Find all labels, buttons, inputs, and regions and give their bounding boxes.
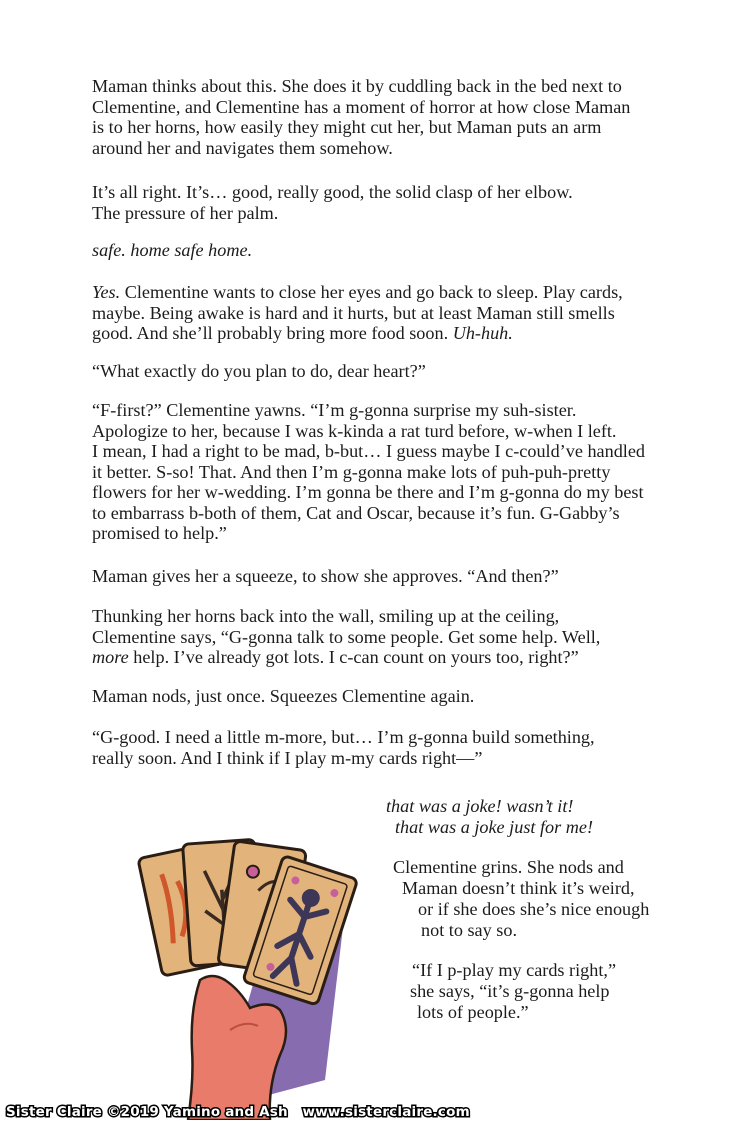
paragraph-7: Maman gives her a squeeze, to show she approves. “And then?” — [92, 566, 559, 586]
right-line-3: Clementine grins. She nods and — [393, 857, 624, 877]
yes-word: Yes. — [92, 282, 121, 302]
paragraph-4-text: Clementine wants to close her eyes and go back to sleep. Play cards, maybe. Being awake is hard and it hurts, but at least Maman still smells good. And she’ll probably bring more food soon. — [92, 282, 623, 343]
paragraph-8-text-a: Thunking her horns back into the wall, smiling up at the ceiling, Clementine says, “G-gonna talk to some people. Get some help. Well, — [92, 606, 601, 647]
paragraph-4 — [92, 282, 712, 344]
paragraph-8-text-b: help. I’ve already got lots. I c-can count on yours too, right?” — [128, 647, 579, 667]
paragraph-9: Maman nods, just once. Squeezes Clementine again. — [92, 686, 475, 706]
paragraph-10: “G-good. I need a little m-more, but… I’m g-gonna build something, really soon. And I think if I play m-my cards right—” — [92, 727, 595, 768]
right-line-6: not to say so. — [421, 920, 517, 940]
paragraph-3: safe. home safe home. — [92, 240, 253, 260]
more-word: more — [92, 647, 129, 667]
credit-text: Sister Claire ©2019 Yamino and Ash — [6, 1104, 288, 1120]
right-line-1: that was a joke! wasn’t it! — [386, 796, 574, 816]
right-line-9: lots of people.” — [417, 1002, 529, 1022]
right-line-2: that was a joke just for me! — [395, 817, 594, 837]
right-line-7: “If I p-play my cards right,” — [412, 960, 617, 980]
paragraph-2: It’s all right. It’s… good, really good, the solid clasp of her elbow. The pressure of her palm. — [92, 182, 573, 223]
hand-holding-cards-illustration — [130, 830, 370, 1120]
right-line-5: or if she does she’s nice enough — [418, 899, 650, 919]
paragraph-1: Maman thinks about this. She does it by cuddling back in the bed next to Clementine, and Clementine has a moment of horror at how close Maman is to her horns, how easily they might cut her, but Maman puts an arm around her and navigates them somehow. — [92, 76, 631, 158]
paragraph-8 — [92, 606, 712, 668]
site-url-link[interactable]: www.sisterclaire.com — [302, 1104, 470, 1120]
right-line-8: she says, “it’s g-gonna help — [410, 981, 610, 1001]
paragraph-6: “F-first?” Clementine yawns. “I’m g-gonna surprise my suh-sister. Apologize to her, because I was k-kinda a rat turd before, w-when I left. I mean, I had a right to be mad, b-but… I guess maybe I c-could’ve handled it better. S-so! That. And then I’m g-gonna make lots of puh-puh-pretty flowers for her w-wedding. I’m gonna be there and I’m g-gonna do my best to embarrass b-both of them, Cat and Oscar, because it’s fun. G-Gabby’s promised to help.” — [92, 400, 646, 543]
paragraph-5: “What exactly do you plan to do, dear heart?” — [92, 361, 426, 381]
right-line-4: Maman doesn’t think it’s weird, — [402, 878, 635, 898]
footer-credit — [6, 1104, 470, 1120]
uh-huh-word: Uh-huh. — [452, 323, 513, 343]
